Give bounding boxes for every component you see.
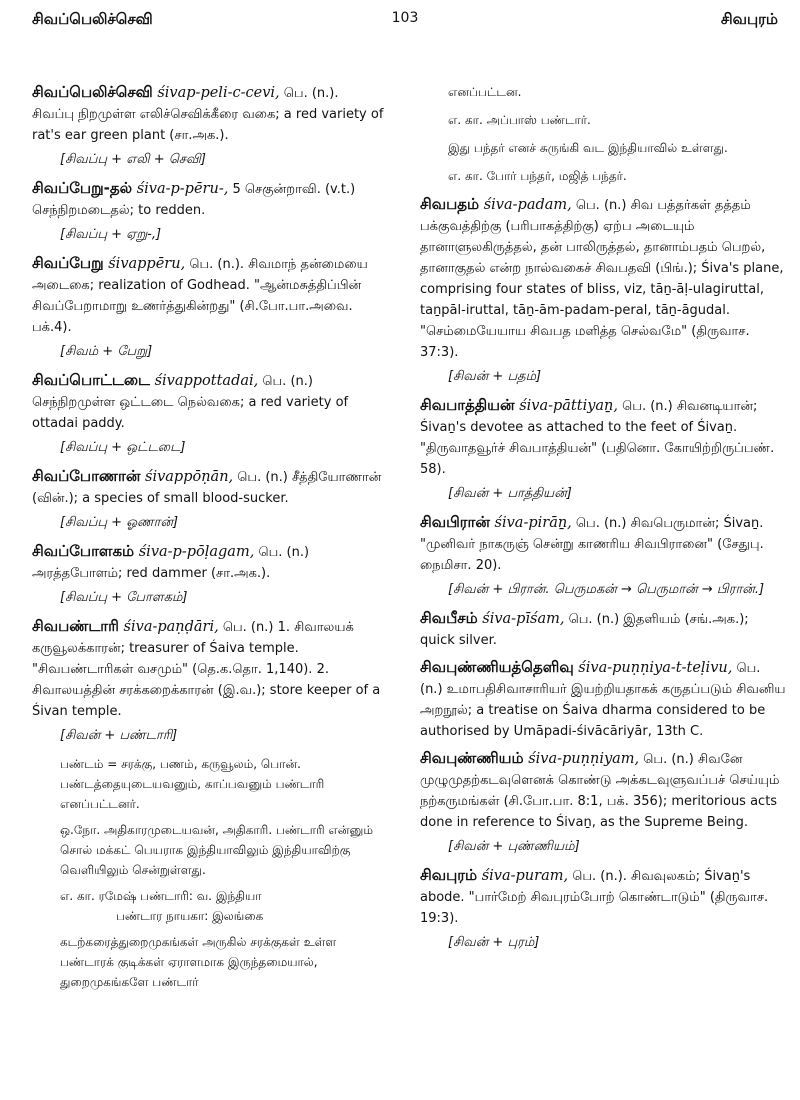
definition: பெ. (n.) சிவ பத்தர்கள் தத்தம் பக்குவத்திற்கு (பரிபாகத்திற்கு) ஏற்ப அடையும் தானாளுலகிருத்தல், தன் பாலிருத்தல், தானாம்பதம் பெறல், தானாகுதல் என்ற நால்வகைச் சிவபதவி (பிங்.); Śiva's plane, comprising four states of bliss, viz, tāṉ-āḷ-ulagiruttal, taṉpāl-iruttal, tāṉ-ām-padam-peral, tāṉ-āgudal. "செம்மையேயாய சிவபத மளித்த செல்வமே" (திருவாச. 37:3). [420,198,784,360]
transliteration: śiva-puṇṇiya-t-teḷivu, [578,660,733,676]
headword: சிவப்பொட்டடை [32,371,150,389]
headword: சிவப்பேறு-தல் [32,179,133,197]
etymology: [சிவப்பு + போளகம்] [60,590,188,605]
etymology-note: பண்டம் = சரக்கு, பணம், கருவூலம், பொன். பண்டத்தையுடையவனும், காப்பவனும் பண்டாரி எனப்பட்டனர். [60,757,325,811]
header-left-guideword: சிவப்பெலிச்செவி [32,10,153,28]
transliteration: śivap-peli-c-cevi, [157,85,280,101]
example-line: எ. கா. ரமேஷ் பண்டாரி: வ. இந்தியா [60,889,262,903]
right-column [420,82,786,961]
definition: பெ. (n.) செந்நிறமுள்ள ஒட்டடை நெல்வகை; a red variety of ottadai paddy. [32,374,349,431]
page-number: 103 [391,10,419,26]
etymology: [சிவன் + புரம்] [448,935,540,950]
headword: சிவபீசம் [420,609,478,627]
etymology: [சிவன் + பாத்தியன்] [448,486,572,501]
etymology: [சிவப்பு + ஓணான்] [60,515,179,530]
continued-note: இது பந்தர் எனச் சுருங்கி வட இந்தியாவில் உள்ளது. [448,141,728,155]
etymology: [சிவன் + பிரான். பெருமகன் → பெருமான் → பிரான்.] [448,582,765,597]
example-line: பண்டார நாயகா: இலங்கை [116,909,264,923]
headword: சிவபிரான் [420,513,490,531]
dictionary-entry [420,748,786,833]
definition: பெ. (n.). சிவமாந் தன்மையை அடைகை; realization of Godhead. "ஆன்மசுத்திப்பின் சிவப்பேறாமாறு உணர்த்துகின்றது" (சி.போ.பா.அவை. பக்.4). [32,257,368,335]
transliteration: śiva-paṇḍāri, [123,619,219,635]
dictionary-entry [32,253,384,338]
definition: பெ. (n.) சிவனடியான்; Śivaṉ's devotee as attached to the feet of Śivaṉ. "திருவாதவூர்ச் சிவபாத்தியன்" (பதினொ. கோயிற்றிருப்பண். 58). [420,399,775,477]
transliteration: śivappōṇān, [145,469,234,485]
headword: சிவபாத்தியன் [420,396,515,414]
example-note [60,886,384,926]
transliteration: śiva-p-pēru-, [136,181,229,197]
transliteration: śiva-puram, [481,868,569,884]
dictionary-entry [420,512,786,576]
dictionary-entry [32,370,384,434]
headword: சிவபண்டாரி [32,617,119,635]
headword: சிவபுரம் [420,866,478,884]
etymology: [சிவப்பு + எலி + செவி] [60,152,206,167]
definition: பெ. (n.) சிவனே முழுமுதற்கடவுளெனக் கொண்டு அக்கடவுளுவப்பச் செய்யும் நற்கருமங்கள் (சி.போ.பா. 8:1, பக். 356); meritorious acts done in reference to Śivaṉ, as the Supreme Being. [420,752,780,830]
headword: சிவப்போளகம் [32,542,135,560]
transliteration: śiva-padam, [483,197,572,213]
definition: பெ. (n.) 1. சிவாலயக் கருவூலக்காரன்; treasurer of Śaiva temple. "சிவபண்டாரிகள் வசமும்" (தெ.க.தொ. 1,140). 2. சிவாலயத்தின் சரக்கறைக்காரன் (இ.வ.); store keeper of a Śivan temple. [32,620,381,719]
etymology: [சிவப்பு + ஒட்டடை] [60,440,186,455]
transliteration: śivappottadai, [154,373,259,389]
definition: பெ. (n.). சிவவுலகம்; Śivaṉ's abode. "பார்மேற் சிவபுரம்போற் கொண்டாடும்" (திருவாச. 19:3). [420,869,769,926]
etymology: [சிவப்பு + ஏறு-,] [60,227,162,242]
dictionary-entry [32,616,384,722]
headword: சிவபுண்ணியத்தெளிவு [420,658,574,676]
etymology: [சிவன் + பண்டாரி] [60,728,178,743]
headword: சிவபதம் [420,195,480,213]
definition: பெ. (n.) இதளியம் (சங்.அக.); quick silver. [420,612,749,648]
etymology-note: ஒ.நோ. அதிகாரமுடையவன், அதிகாரி. பண்டாரி என்னும் சொல் மக்கட் பெயராக இந்தியாவிலும் இந்தியாவிற்கு வெளியிலும் சென்றுள்ளது. [60,823,373,877]
dictionary-entry [420,865,786,929]
definition: பெ. (n.) சீத்தியோணான் (வின்.); a species of small blood-sucker. [32,470,382,506]
definition: பெ. (n.) உமாபதிசிவாசாரியர் இயற்றியதாகக் கருதப்படும் சிவனிய அறநூல்; a treatise on Śaiva dharma considered to be authorised by Umāpadi-śivācāriyār, 13th C. [420,661,786,739]
dictionary-entry [420,194,786,363]
dictionary-entry [32,466,384,509]
definition: பெ. (n.) அரத்தபோளம்; red dammer (சா.அக.). [32,545,310,581]
page-header [32,10,778,40]
headword: சிவப்போணான் [32,467,141,485]
etymology: [சிவன் + புண்ணியம்] [448,839,580,854]
transliteration: śivappēru, [108,256,186,272]
header-right-guideword: சிவபுரம் [720,10,778,28]
etymology-note: கடற்கரைத்துறைமுகங்கள் அருகில் சரக்குகள் உள்ள பண்டாரக் குடிக்கள் ஏராளமாக இருந்தமையால், துறைமுகங்களே பண்டார் [60,935,337,989]
transliteration: śiva-pirāṉ, [494,515,572,531]
continued-note: எ. கா. போர் பந்தர், மஜித் பந்தர். [448,169,627,183]
transliteration: śiva-p-pōḷagam, [138,544,255,560]
transliteration: śiva-puṇṇiyam, [528,751,640,767]
definition: பெ. (n.) சிவபெருமான்; Śivaṉ. "முனிவர் நாகருஞ் சென்று காணரிய சிவபிரானை" (சேதுபு. நைமிசா. 20). [420,516,764,573]
dictionary-entry [420,395,786,480]
etymology: [சிவன் + பதம்] [448,369,542,384]
headword: சிவப்பெலிச்செவி [32,83,153,101]
headword: சிவபுண்ணியம் [420,749,524,767]
definition: 5 செகுன்றாவி. (v.t.) செந்நிறமடைதல்; to redden. [32,182,356,218]
continued-note: எ. கா. அப்பாஸ் பண்டார். [448,113,591,127]
dictionary-entry [32,541,384,584]
headword: சிவப்பேறு [32,254,104,272]
definition: பெ. (n.). சிவப்பு நிறமுள்ள எலிச்செவிக்கீரை வகை; a red variety of rat's ear green plant (சா.அக.). [32,86,384,143]
dictionary-entry [32,82,384,146]
transliteration: śiva-pāttiyaṉ, [519,398,619,414]
left-column [32,82,384,998]
etymology: [சிவம் + பேறு] [60,344,153,359]
dictionary-entry [420,608,786,651]
dictionary-entry [420,657,786,742]
transliteration: śiva-pīśam, [482,611,565,627]
continued-note: எனப்பட்டன. [448,85,522,99]
dictionary-entry [32,178,384,221]
